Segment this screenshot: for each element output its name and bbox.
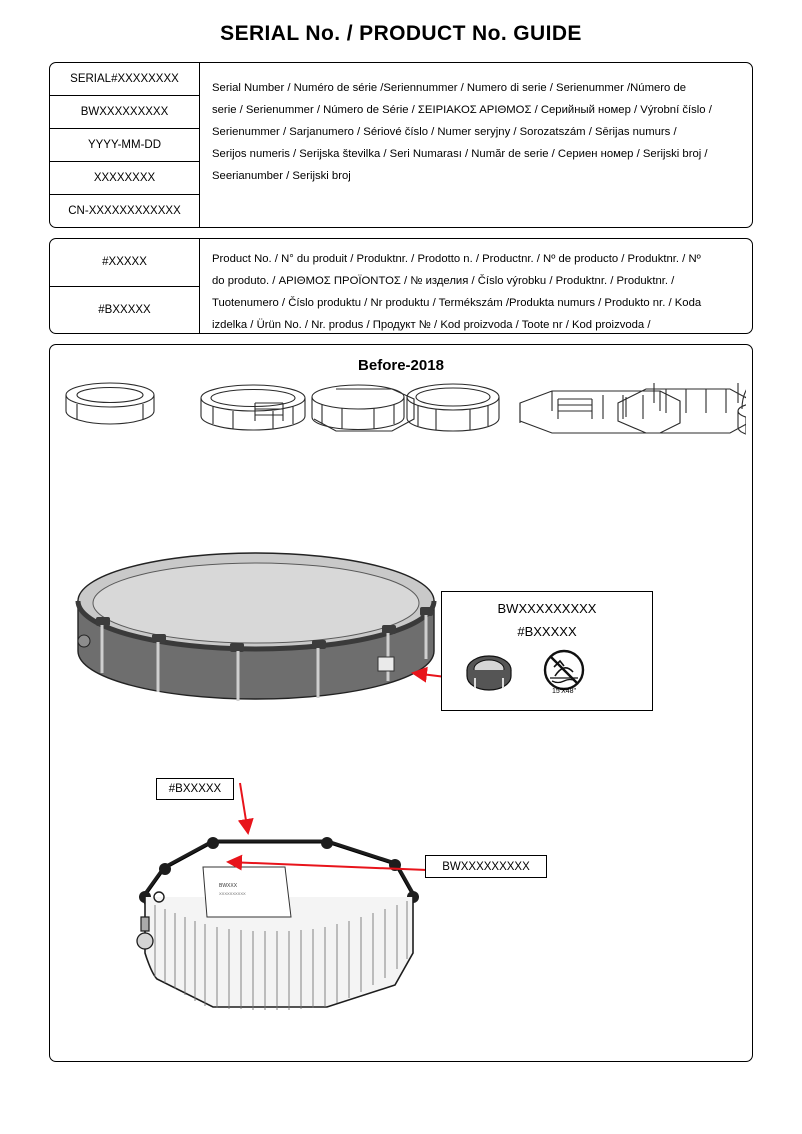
thumb-oval-frame-2 <box>312 385 414 431</box>
illustration-panel <box>49 344 753 1062</box>
serial-code-cell: SERIAL#XXXXXXXX <box>50 63 199 96</box>
product-description-line: Product No. / N° du produit / Produktnr. / Prodotto n. / Productnr. / Nº de producto / Produktnr. / Nº <box>212 253 701 265</box>
page-title: SERIAL No. / PRODUCT No. GUIDE <box>220 22 582 45</box>
serial-code-cell: CN-XXXXXXXXXXXX <box>68 205 181 217</box>
product-tag-arrow <box>228 781 268 841</box>
callout-icons <box>442 648 654 702</box>
product-number-tag: #BXXXXX <box>156 778 234 800</box>
product-description <box>200 239 752 333</box>
before-2018-heading: Before-2018 <box>358 357 444 374</box>
serial-description-line: Seerianumber / Serijski broj <box>212 170 351 183</box>
product-code-column <box>50 239 200 333</box>
serial-number-table <box>49 62 753 228</box>
product-code-cell: #BXXXXX <box>98 303 151 316</box>
serial-description-line: serie / Serienummer / Número de Série / ΣΕΙΡΙΑΚΟΣ ΑΡΙΘΜΟΣ / Серийный номер / Výrobní číslo / <box>212 104 712 117</box>
thumb-rect-frame <box>520 391 680 433</box>
thumb-inflatable-round <box>66 383 154 424</box>
serial-number-tag: BWXXXXXXXXX <box>425 855 547 878</box>
pool-type-thumbnails <box>58 373 746 451</box>
sticker-line-1: BWXXX <box>219 883 238 889</box>
product-number-table <box>49 238 753 334</box>
serial-code-cell: XXXXXXXX <box>50 162 199 195</box>
callout-size-text: 15'X48" <box>551 688 577 695</box>
serial-code-cell: BWXXXXXXXXX <box>50 96 199 129</box>
serial-code-column <box>50 63 200 227</box>
product-description-line: izdelka / Ürün No. / Nr. produs / Продукт № / Kod proizvoda / Toote nr / Kod proizvoda / <box>212 319 651 332</box>
serial-description-line: Serial Number / Numéro de série /Seriennummer / Numero di serie / Serienummer /Número de <box>212 82 687 94</box>
serial-code-cell: YYYY-MM-DD <box>50 129 199 162</box>
product-description-line: do produto. / ΑΡΙΘΜΟΣ ΠΡΟΪΟΝΤΟΣ / № изделия / Číslo výrobku / Produktnr. / Produktnr. / <box>212 275 675 288</box>
product-code-cell: #XXXXX <box>50 239 199 287</box>
label-callout-box <box>441 591 653 711</box>
callout-serial-number: BWXXXXXXXXX <box>497 601 597 616</box>
sticker-line-2: XXXXXXXXXX <box>219 891 246 896</box>
serial-description-line: Serienummer / Sarjanumero / Sériové číslo / Numer seryjny / Sorozatszám / Sērijas numurs / <box>212 126 677 139</box>
thumb-round-frame <box>407 384 499 431</box>
serial-description-line: Serijos numeris / Serijska številka / Seri Numarası / Număr de serie / Сериен номер / Serijski broj / <box>212 148 708 161</box>
octagon-frame-pool-illustration <box>95 805 485 1045</box>
thumb-oval-frame <box>201 385 305 430</box>
product-description-line: Tuotenumero / Číslo produktu / Nr produktu / Termékszám /Produkta numurs / Produkto nr. / Koda <box>212 297 702 310</box>
serial-description <box>200 63 752 227</box>
callout-product-number: #BXXXXX <box>517 624 577 639</box>
